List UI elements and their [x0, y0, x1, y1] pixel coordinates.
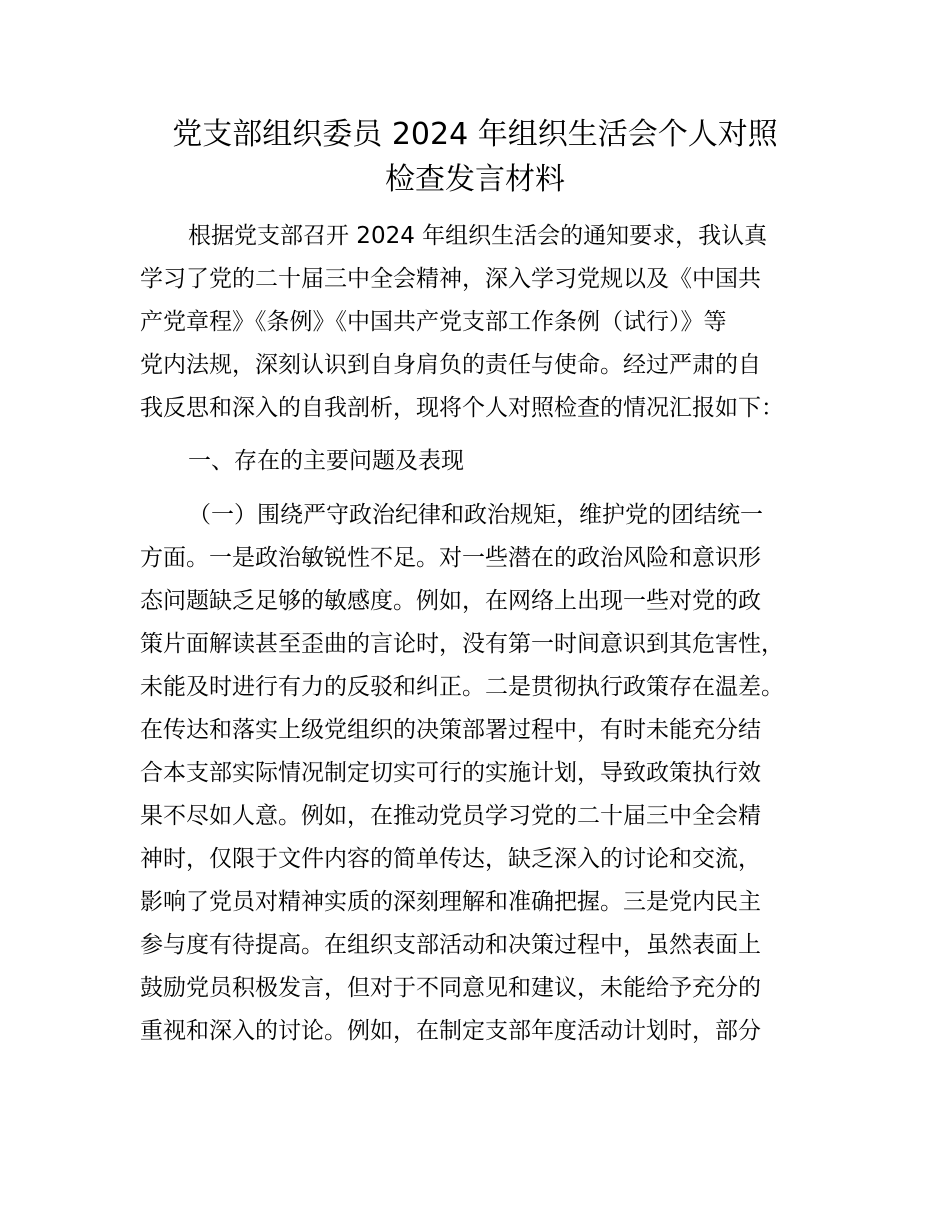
document-title-line-1: 党支部组织委员 2024 年组织生活会个人对照 [172, 117, 778, 152]
document-title-line-2: 检查发言材料 [385, 162, 565, 197]
body-line-14: 果不尽如人意。例如，在推动党员学习党的二十届三中全会精 [140, 803, 761, 829]
body-line-7: （一）围绕严守政治纪律和政治规矩，维护党的团结统一 [188, 502, 763, 528]
body-line-9: 态问题缺乏足够的敏感度。例如，在网络上出现一些对党的政 [140, 588, 761, 614]
section-heading: 一、存在的主要问题及表现 [188, 448, 464, 474]
body-line-8: 方面。一是政治敏锐性不足。对一些潜在的政治风险和意识形 [140, 545, 761, 571]
body-line-19: 重视和深入的讨论。例如，在制定支部年度活动计划时，部分 [140, 1018, 761, 1044]
body-line-3: 产党章程》《条例》《中国共产党支部工作条例（试行）》等 [140, 309, 727, 335]
body-line-10: 策片面解读甚至歪曲的言论时，没有第一时间意识到其危害性， [140, 631, 784, 657]
body-line-1: 根据党支部召开 2024 年组织生活会的通知要求，我认真 [188, 223, 768, 249]
body-line-12: 在传达和落实上级党组织的决策部署过程中，有时未能充分结 [140, 717, 761, 743]
body-line-11: 未能及时进行有力的反驳和纠正。二是贯彻执行政策存在温差。 [140, 674, 784, 700]
body-line-18: 鼓励党员积极发言，但对于不同意见和建议，未能给予充分的 [140, 975, 761, 1001]
body-line-15: 神时，仅限于文件内容的简单传达，缺乏深入的讨论和交流， [140, 846, 761, 872]
body-line-2: 学习了党的二十届三中全会精神，深入学习党规以及《中国共 [140, 266, 761, 292]
body-line-16: 影响了党员对精神实质的深刻理解和准确把握。三是党内民主 [140, 889, 761, 915]
body-line-4: 党内法规，深刻认识到自身肩负的责任与使命。经过严肃的自 [140, 352, 761, 378]
body-line-5: 我反思和深入的自我剖析，现将个人对照检查的情况汇报如下： [140, 395, 784, 421]
body-line-13: 合本支部实际情况制定切实可行的实施计划，导致政策执行效 [140, 760, 761, 786]
body-line-17: 参与度有待提高。在组织支部活动和决策过程中，虽然表面上 [140, 932, 761, 958]
